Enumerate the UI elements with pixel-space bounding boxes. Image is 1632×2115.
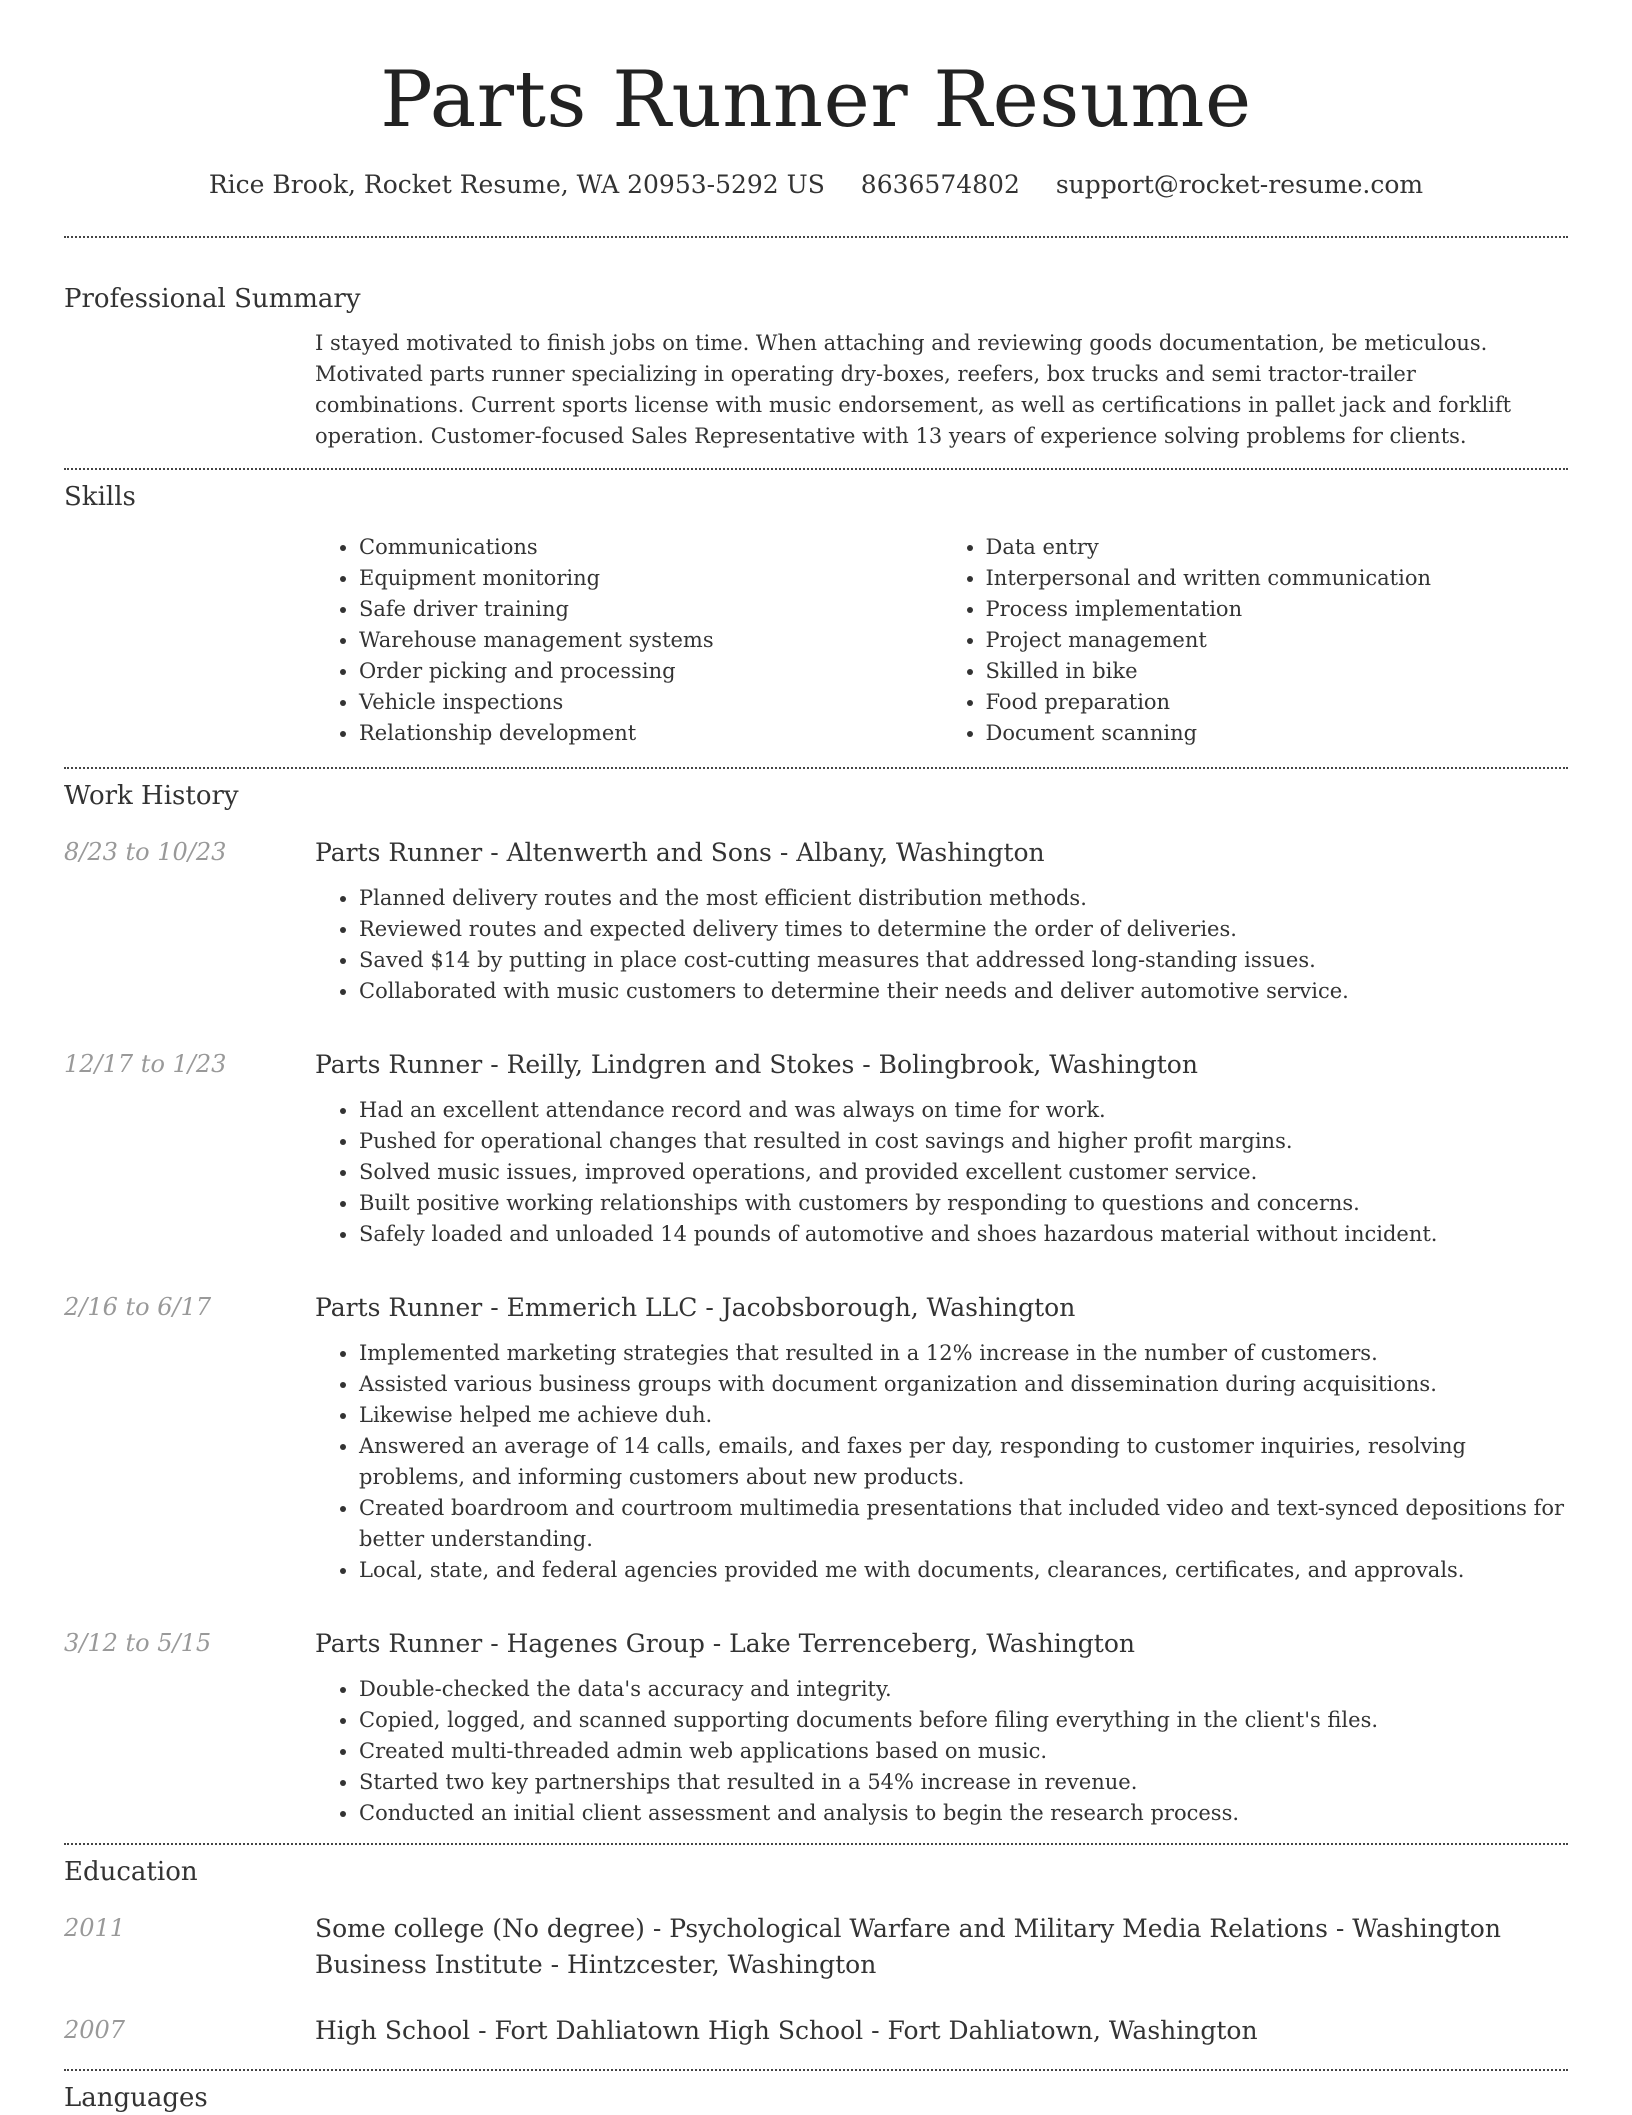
job-bullet: • Built positive working relationships with customers by responding to questions and concerns. xyxy=(359,1188,1568,1219)
skills-heading: Skills xyxy=(64,482,136,512)
resume-header xyxy=(64,0,1568,202)
education-section xyxy=(64,1845,1568,2049)
job-entry xyxy=(64,1290,1568,1586)
contact-phone: 8636574802 xyxy=(860,170,1020,199)
job-title: Parts Runner - Altenwerth and Sons - Albany, Washington xyxy=(315,838,1045,867)
job-body xyxy=(315,1290,1568,1586)
job-bullets xyxy=(315,1674,1568,1829)
contact-line xyxy=(64,168,1568,202)
job-title: Parts Runner - Reilly, Lindgren and Stokes - Bolingbrook, Washington xyxy=(315,1050,1198,1079)
skills-list-right xyxy=(942,532,1569,749)
languages-section xyxy=(64,2071,1568,2115)
skill-item: • Skilled in bike xyxy=(986,656,1569,687)
skills-section xyxy=(64,470,1568,749)
job-bullet: • Answered an average of 14 calls, emails, and faxes per day, responding to customer inquiries, resolving problems, and informing customers about new products. xyxy=(359,1431,1568,1493)
job-body xyxy=(315,1626,1568,1829)
job-title: Parts Runner - Emmerich LLC - Jacobsborough, Washington xyxy=(315,1293,1076,1322)
education-date: 2011 xyxy=(64,1914,126,1942)
skill-item: • Data entry xyxy=(986,532,1569,563)
skill-item: • Order picking and processing xyxy=(359,656,942,687)
skill-item: • Relationship development xyxy=(359,718,942,749)
job-bullet: • Saved $14 by putting in place cost-cutting measures that addressed long-standing issues. xyxy=(359,945,1568,976)
job-bullet: • Double-checked the data's accuracy and integrity. xyxy=(359,1674,1568,1705)
job-bullet: • Reviewed routes and expected delivery times to determine the order of deliveries. xyxy=(359,914,1568,945)
skill-item: • Document scanning xyxy=(986,718,1569,749)
job-date: 8/23 to 10/23 xyxy=(64,838,227,866)
job-bullet: • Solved music issues, improved operations, and provided excellent customer service. xyxy=(359,1157,1568,1188)
education-heading: Education xyxy=(64,1857,198,1887)
contact-email: support@rocket-resume.com xyxy=(1055,170,1424,199)
job-bullet: • Had an excellent attendance record and was always on time for work. xyxy=(359,1095,1568,1126)
job-title: Parts Runner - Hagenes Group - Lake Terrenceberg, Washington xyxy=(315,1629,1136,1658)
job-bullet: • Planned delivery routes and the most efficient distribution methods. xyxy=(359,883,1568,914)
job-date: 3/12 to 5/15 xyxy=(64,1629,212,1657)
job-bullet: • Assisted various business groups with document organization and dissemination during acquisitions. xyxy=(359,1369,1568,1400)
education-title: Some college (No degree) - Psychological Warfare and Military Media Relations - Washington Business Institute - Hintzcester, Washington xyxy=(315,1914,1501,1979)
education-title: High School - Fort Dahliatown High School - Fort Dahliatown, Washington xyxy=(315,2016,1258,2045)
education-entry xyxy=(64,1911,1568,1983)
languages-heading: Languages xyxy=(64,2083,208,2113)
job-body xyxy=(315,835,1568,1007)
job-bullets xyxy=(315,1095,1568,1250)
skills-columns xyxy=(315,532,1568,749)
job-bullet: • Collaborated with music customers to determine their needs and deliver automotive service. xyxy=(359,976,1568,1007)
job-entry xyxy=(64,835,1568,1007)
skill-item: • Safe driver training xyxy=(359,594,942,625)
education-date: 2007 xyxy=(64,2016,126,2044)
summary-text: I stayed motivated to finish jobs on time. When attaching and reviewing goods documentation, be meticulous. Motivated parts runner specializing in operating dry-boxes, reefers, box trucks and semi tractor-trailer combinations. Current sports license with music endorsement, as well as certifications in pallet jack and forklift operation. Customer-focused Sales Representative with 13 years of experience solving problems for clients. xyxy=(315,331,1512,448)
job-bullet: • Created multi-threaded admin web applications based on music. xyxy=(359,1736,1568,1767)
job-bullet: • Copied, logged, and scanned supporting documents before filing everything in the client's files. xyxy=(359,1705,1568,1736)
job-date: 2/16 to 6/17 xyxy=(64,1293,212,1321)
skill-item: • Interpersonal and written communication xyxy=(986,563,1569,594)
job-bullet: • Safely loaded and unloaded 14 pounds of automotive and shoes hazardous material without incident. xyxy=(359,1219,1568,1250)
skill-item: • Warehouse management systems xyxy=(359,625,942,656)
skill-item: • Process implementation xyxy=(986,594,1569,625)
skill-item: • Vehicle inspections xyxy=(359,687,942,718)
skill-item: • Project management xyxy=(986,625,1569,656)
resume-title: Parts Runner Resume xyxy=(380,55,1252,145)
contact-address: Rice Brook, Rocket Resume, WA 20953-5292 US xyxy=(208,170,825,199)
skill-item: • Food preparation xyxy=(986,687,1569,718)
skills-list-left xyxy=(315,532,942,749)
job-bullet: • Started two key partnerships that resulted in a 54% increase in revenue. xyxy=(359,1767,1568,1798)
summary-heading: Professional Summary xyxy=(64,284,361,314)
education-entry xyxy=(64,2013,1568,2049)
job-bullet: • Created boardroom and courtroom multimedia presentations that included video and text-synced depositions for better understanding. xyxy=(359,1493,1568,1555)
job-bullet: • Likewise helped me achieve duh. xyxy=(359,1400,1568,1431)
summary-section xyxy=(64,238,1568,452)
resume-page xyxy=(64,0,1568,2115)
job-bullet: • Pushed for operational changes that resulted in cost savings and higher profit margins. xyxy=(359,1126,1568,1157)
skill-item: • Communications xyxy=(359,532,942,563)
work-section xyxy=(64,769,1568,1829)
job-bullet: • Conducted an initial client assessment and analysis to begin the research process. xyxy=(359,1798,1568,1829)
job-bullet: • Local, state, and federal agencies provided me with documents, clearances, certificates, and approvals. xyxy=(359,1555,1568,1586)
job-bullet: • Implemented marketing strategies that resulted in a 12% increase in the number of customers. xyxy=(359,1338,1568,1369)
skill-item: • Equipment monitoring xyxy=(359,563,942,594)
job-bullets xyxy=(315,1338,1568,1586)
job-date: 12/17 to 1/23 xyxy=(64,1050,227,1078)
job-bullets xyxy=(315,883,1568,1007)
job-entry xyxy=(64,1047,1568,1250)
job-body xyxy=(315,1047,1568,1250)
summary-body xyxy=(315,328,1568,452)
job-entry xyxy=(64,1626,1568,1829)
work-heading: Work History xyxy=(64,781,239,811)
